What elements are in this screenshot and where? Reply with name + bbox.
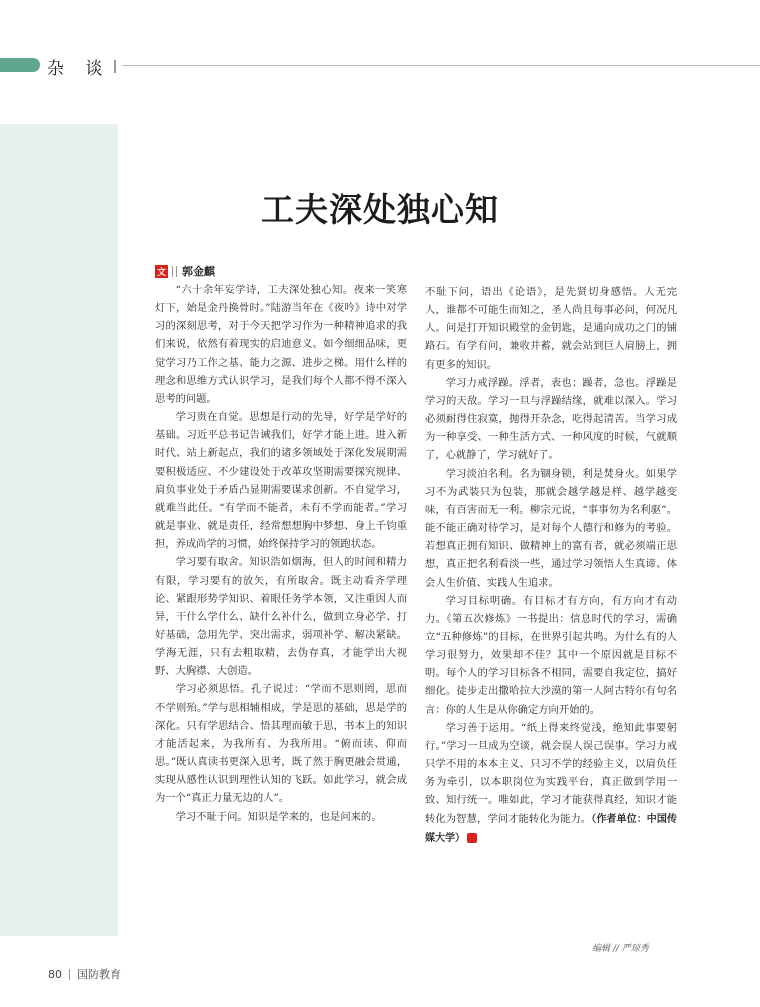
editor-credit: 编辑 // 严琼秀 [592,944,649,954]
paragraph: 学习目标明确。有目标才有方向，有方向才有动力。《第五次修炼》一书提出：信息时代的学习，需确立“五种修炼”的目标，在世界引起共鸣。为什么有的人学习很努力，效果却不佳？其中一个原因就是目标不明。每个人的学习目标各不相同，需要自我定位，搞好细化。徒步走出撒哈拉大沙漠的第一人阿古特尔有句名言：你的人生是从你确定方向开始的。 [425,594,677,716]
section-divider [114,60,116,73]
paragraph: 学习必须思悟。孔子说过：“学而不思则罔，思而不学则殆。”学与思相辅相成，学是思的基础，思是学的深化。只有学思结合、悟其理而敏于思，书本上的知识才能活起来，为我所有、为我所用。“俯而读、仰而思。”既认真读书更深入思考，既了然于胸更融会贯通，实现从感性认识到理性认知的飞跃。如此学习，就会成为一个“真正力量无边的人”。 [155,683,407,805]
byline-divider [172,266,177,277]
paragraph: 学习力戒浮躁。浮者，表也；躁者，急也。浮躁是学习的天敌。学习一旦与浮躁结缘，就难以深入。学习必须耐得住寂寞，抛得开杂念，吃得起清苦。当学习成为一种享受、一种生活方式、一种风度的时候，气就顺了，心就静了，学习就好了。 [425,376,677,462]
right-column [425,283,677,848]
paragraph: 学习要有取舍。知识浩如烟海，但人的时间和精力有限，学习要有的放矢，有所取舍。既主动看齐学理论、紧跟形势学知识、着眼任务学本领，又注重因人而异，干什么学什么、缺什么补什么，做到立身必学、打好基础，急用先学、突出需求，弱项补学、解决紧缺。学海无涯，只有去粗取精，去伪存真，才能学出大视野、大胸襟、大创造。 [155,556,407,678]
page-number: 80 [48,967,62,981]
section-label: 杂 谈 [47,59,111,79]
author-name: 郭金麒 [182,265,215,278]
paragraph: 学习不耻于问。知识是学来的，也是问来的。 [175,810,382,823]
side-decor-panel [0,124,118,936]
footer-divider [69,969,70,980]
byline-tag: 文 [155,265,168,278]
article-title: 工夫深处独心知 [261,190,499,229]
paragraph: “六十余年妄学诗，工夫深处独心知。夜来一笑寒灯下，始是金丹换骨时。”陆游当年在《夜吟》诗中对学习的深刻思考，对于今天把学习作为一种精神追求的我们来说，依然有着现实的启迪意义。如今细细品味，更觉学习乃工作之基、能力之源、进步之梯。用什么样的理念和思维方式认识学习，是我们每个人都不得不深入思考的问题。 [155,284,407,405]
paragraph-text: 学习善于运用。“纸上得来终觉浅，绝知此事要躬行。”学习一旦成为空谈，就会误人误己误事。学习力戒只学不用的本本主义、只习不学的经验主义，以肩负任务为牵引，以本职岗位为实践平台，真正做到学用一致、知行统一。唯如此，学习才能获得真经，知识才能转化为智慧，学问才能转化为能力。 [425,721,677,825]
paragraph-last [425,719,677,848]
page-footer [48,966,121,982]
byline [155,263,215,279]
paragraph: 学习淡泊名利。名为锢身锁，利是焚身火。如果学习不为武装只为包装，那就会越学越是样、越学越变味，有百害而无一利。柳宗元说，“事事勿为名利驱”。能不能正确对待学习，是对每个人德行和修为的考验。若想真正拥有知识、做精神上的富有者，就必须端正思想，真正把名利看淡一些，通过学习领悟人生真谛、体会人生价值、实践人生追求。 [425,467,677,589]
header-rule [122,65,760,66]
end-mark-icon: G [467,833,477,843]
paragraph: 学习贵在自觉。思想是行动的先导，好学是学好的基础。习近平总书记告诫我们，好学才能上进。进入新时代、站上新起点，我们的诸多领域处于深化发展期需要积极适应、不少建设处于改革攻坚期需要探究规律、肩负事业处于矛盾凸显期需要谋求创新。不自觉学习，就难当此任。“有学而不能者，未有不学而能者。”学习就是事业、就是责任，经常想想胸中梦想、身上千钧重担，养成尚学的习惯，始终保持学习的领跑状态。 [155,411,407,551]
author-unit: （作者单位：中国传媒大学） [425,813,677,844]
section-tab-marker [0,58,40,72]
paragraph: 不耻下问，语出《论语》，是先贤切身感悟。人无完人，谁都不可能生而知之，圣人尚且每事必问，何况凡人。问是打开知识殿堂的金钥匙，是通向成功之门的铺路石。有学有问，兼收并蓄，就会站到巨人肩膀上，拥有更多的知识。 [425,286,677,371]
magazine-name: 国防教育 [77,968,121,981]
left-column [155,281,407,826]
